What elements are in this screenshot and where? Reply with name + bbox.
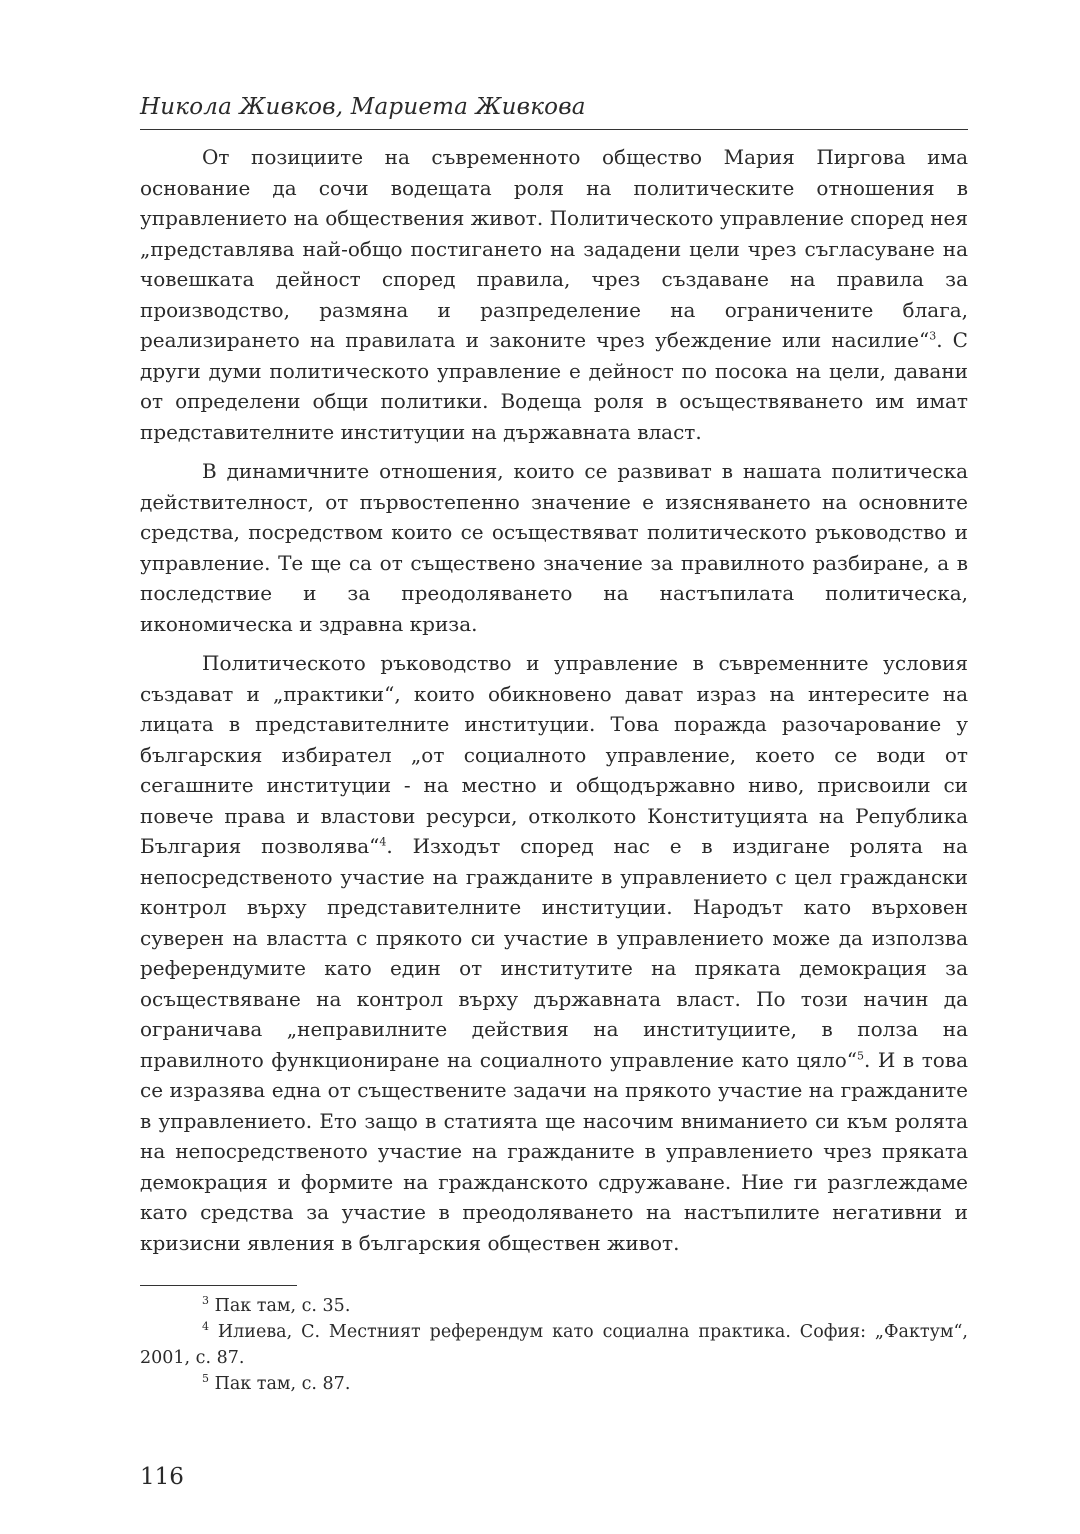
header-rule — [140, 129, 968, 130]
footnote-ref-3[interactable]: 3 — [929, 329, 937, 343]
paragraph-3 — [140, 648, 968, 1258]
paragraph-3-text-cont: . Изходът според нас е в издигане ролята на непосредственото участие на гражданите в управлението с цел граждански контрол върху представителните институции. Народът като върховен суверен на властта с прякото си участие в управлението може да използва референдумите като един от институтите на пряката демокрация за осъществяване на контрол върху държавната власт. По този начин да ограничава „неправилните действия на институциите, в полза на правилното функциониране на социалното управление като цяло“ — [140, 834, 968, 1072]
running-head: Никола Живков, Мариета Живкова — [140, 94, 586, 120]
footnote-number: 4 — [202, 1320, 209, 1334]
paragraph-3-text: Политическото ръководство и управление в съвременните условия създават и „практики“, които обикновено дават израз на интересите на лицата в представителните институции. Това поражда разочарование у българския избирател „от социалното управление, което се води от сегашните институции - на местно и общодържавно ниво, присвоили си повече права и властови ресурси, отколкото Конституцията на Република България позволява“ — [140, 651, 968, 858]
footnote-5 — [140, 1371, 968, 1397]
paragraph-1 — [140, 142, 968, 447]
body-text — [140, 142, 968, 1258]
footnote-ref-5[interactable]: 5 — [857, 1048, 865, 1062]
footnote-3 — [140, 1293, 968, 1319]
page-number: 116 — [140, 1464, 184, 1490]
paragraph-1-text: От позициите на съвременното общество Мария Пиргова има основание да сочи водещата роля на политическите отношения в управлението на обществения живот. Политическото управление според нея „представлява най-общо постигането на зададени цели чрез съгласуване на човешката дейност според правила, чрез създаване на правила за производство, размяна и разпределение на ограничените блага, реализирането на правилата и законите чрез убеждение или насилие“ — [140, 145, 968, 352]
footnote-number: 5 — [202, 1372, 209, 1386]
footnote-text: Пак там, с. 35. — [214, 1296, 351, 1316]
footnote-rule — [140, 1285, 297, 1286]
paragraph-1-text-cont: . С други думи политическото управление е дейност по посока на цели, давани от определени общи политики. Водеща роля в осъществяването им имат представителните институции на държавната власт. — [140, 328, 968, 444]
paragraph-3-text-end: . И в това се изразява една от съществените задачи на прякото участие на гражданите в управлението. Ето защо в статията ще насочим вниманието си към ролята на непосредственото участие на гражданите в управлението чрез пряката демокрация и формите на гражданското сдружаване. Ние ги разглеждаме като средства за участие в преодоляването на настъпилите негативни и кризисни явления в българския обществен живот. — [140, 1047, 969, 1255]
footnote-number: 3 — [202, 1294, 209, 1308]
footnote-ref-4[interactable]: 4 — [379, 835, 387, 849]
paragraph-2: В динамичните отношения, които се развиват в нашата политическа действителност, от първостепенно значение е изясняването на основните средства, посредством които се осъществяват политическото ръководство и управление. Те ще са от съществено значение за правилното разбиране, а в последствие и за преодоляването на настъпилата политическа, икономическа и здравна криза. — [140, 459, 968, 636]
footnote-4 — [140, 1319, 968, 1371]
footnote-text: Пак там, с. 87. — [214, 1374, 351, 1394]
footnotes — [140, 1293, 968, 1397]
footnote-text: Илиева, С. Местният референдум като социална практика. София: „Фактум“, 2001, с. 87. — [140, 1322, 968, 1368]
